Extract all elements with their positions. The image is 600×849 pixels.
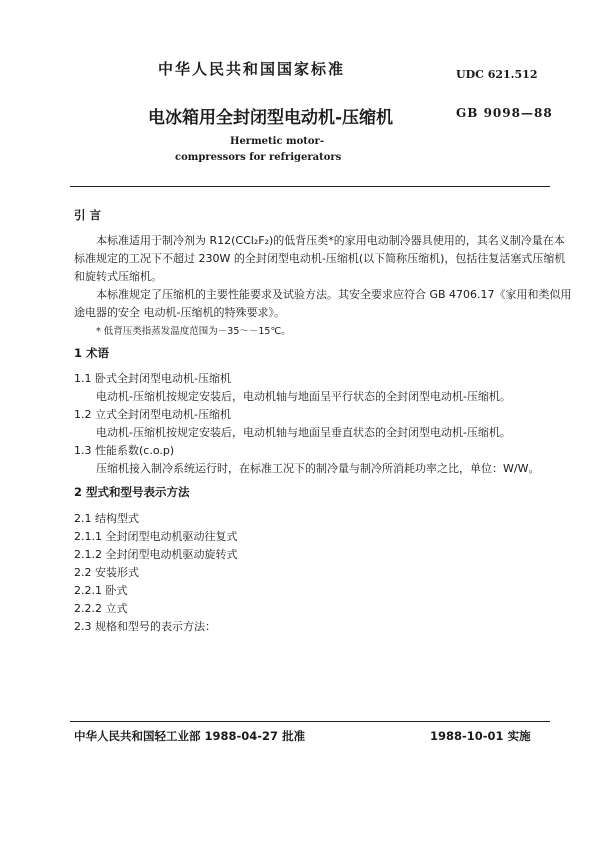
section-2-1-1: 2.1.1 全封闭型电动机驱动往复式 xyxy=(74,530,238,543)
intro-paragraph-1-line-3: 和旋转式压缩机。 xyxy=(74,270,162,283)
section-2-2: 2.2 安装形式 xyxy=(74,566,139,579)
standard-number: GB 9098—88 xyxy=(456,106,553,120)
section-2-2-2: 2.2.2 立式 xyxy=(74,602,128,615)
effective-date: 1988-10-01 实施 xyxy=(430,729,531,743)
udc-code: UDC 621.512 xyxy=(456,68,538,81)
document-title: 电冰箱用全封闭型电动机-压缩机 xyxy=(148,108,394,128)
english-title-line-2: compressors for refrigerators xyxy=(175,152,342,163)
intro-footnote: * 低背压类指蒸发温度范围为－35～－15℃。 xyxy=(96,326,291,337)
section-2-2-1: 2.2.1 卧式 xyxy=(74,584,128,597)
intro-paragraph-1-line-1: 本标准适用于制冷剂为 R12(CCl₂F₂)的低背压类*的家用电动制冷器具使用的，其名义制冷量在本 xyxy=(96,234,565,247)
approval-line: 中华人民共和国轻工业部 1988-04-27 批准 xyxy=(74,729,306,743)
section-1-1-title: 1.1 卧式全封闭型电动机-压缩机 xyxy=(74,372,231,385)
header-divider xyxy=(70,186,550,187)
section-1-3-body: 压缩机接入制冷系统运行时，在标准工况下的制冷量与制冷所消耗功率之比，单位：W/W。 xyxy=(96,462,540,475)
english-title-line-1: Hermetic motor- xyxy=(230,136,324,147)
section-2-1-2: 2.1.2 全封闭型电动机驱动旋转式 xyxy=(74,548,238,561)
section-1-1-body: 电动机-压缩机按规定安装后，电动机轴与地面呈平行状态的全封闭型电动机-压缩机。 xyxy=(96,390,511,403)
section-1-3-title: 1.3 性能系数(c.o.p) xyxy=(74,444,175,457)
intro-heading: 引 言 xyxy=(74,208,102,222)
section-2-3: 2.3 规格和型号的表示方法： xyxy=(74,620,216,633)
intro-paragraph-2-line-1: 本标准规定了压缩机的主要性能要求及试验方法。其安全要求应符合 GB 4706.17《家用和类似用 xyxy=(96,288,572,301)
section-1-2-title: 1.2 立式全封闭型电动机-压缩机 xyxy=(74,408,231,421)
intro-paragraph-1-line-2: 标准规定的工况下不超过 230W 的全封闭型电动机-压缩机(以下简称压缩机)，包括往复活塞式压缩机 xyxy=(74,252,566,265)
section-1-heading: 1 术语 xyxy=(74,346,110,360)
section-2-heading: 2 型式和型号表示方法 xyxy=(74,485,190,499)
section-2-1: 2.1 结构型式 xyxy=(74,512,139,525)
intro-paragraph-2-line-2: 途电器的安全 电动机-压缩机的特殊要求》。 xyxy=(74,306,285,319)
section-1-2-body: 电动机-压缩机按规定安装后，电动机轴与地面呈垂直状态的全封闭型电动机-压缩机。 xyxy=(96,426,511,439)
national-standard-heading: 中华人民共和国国家标准 xyxy=(158,60,346,78)
footer-divider xyxy=(70,721,550,722)
